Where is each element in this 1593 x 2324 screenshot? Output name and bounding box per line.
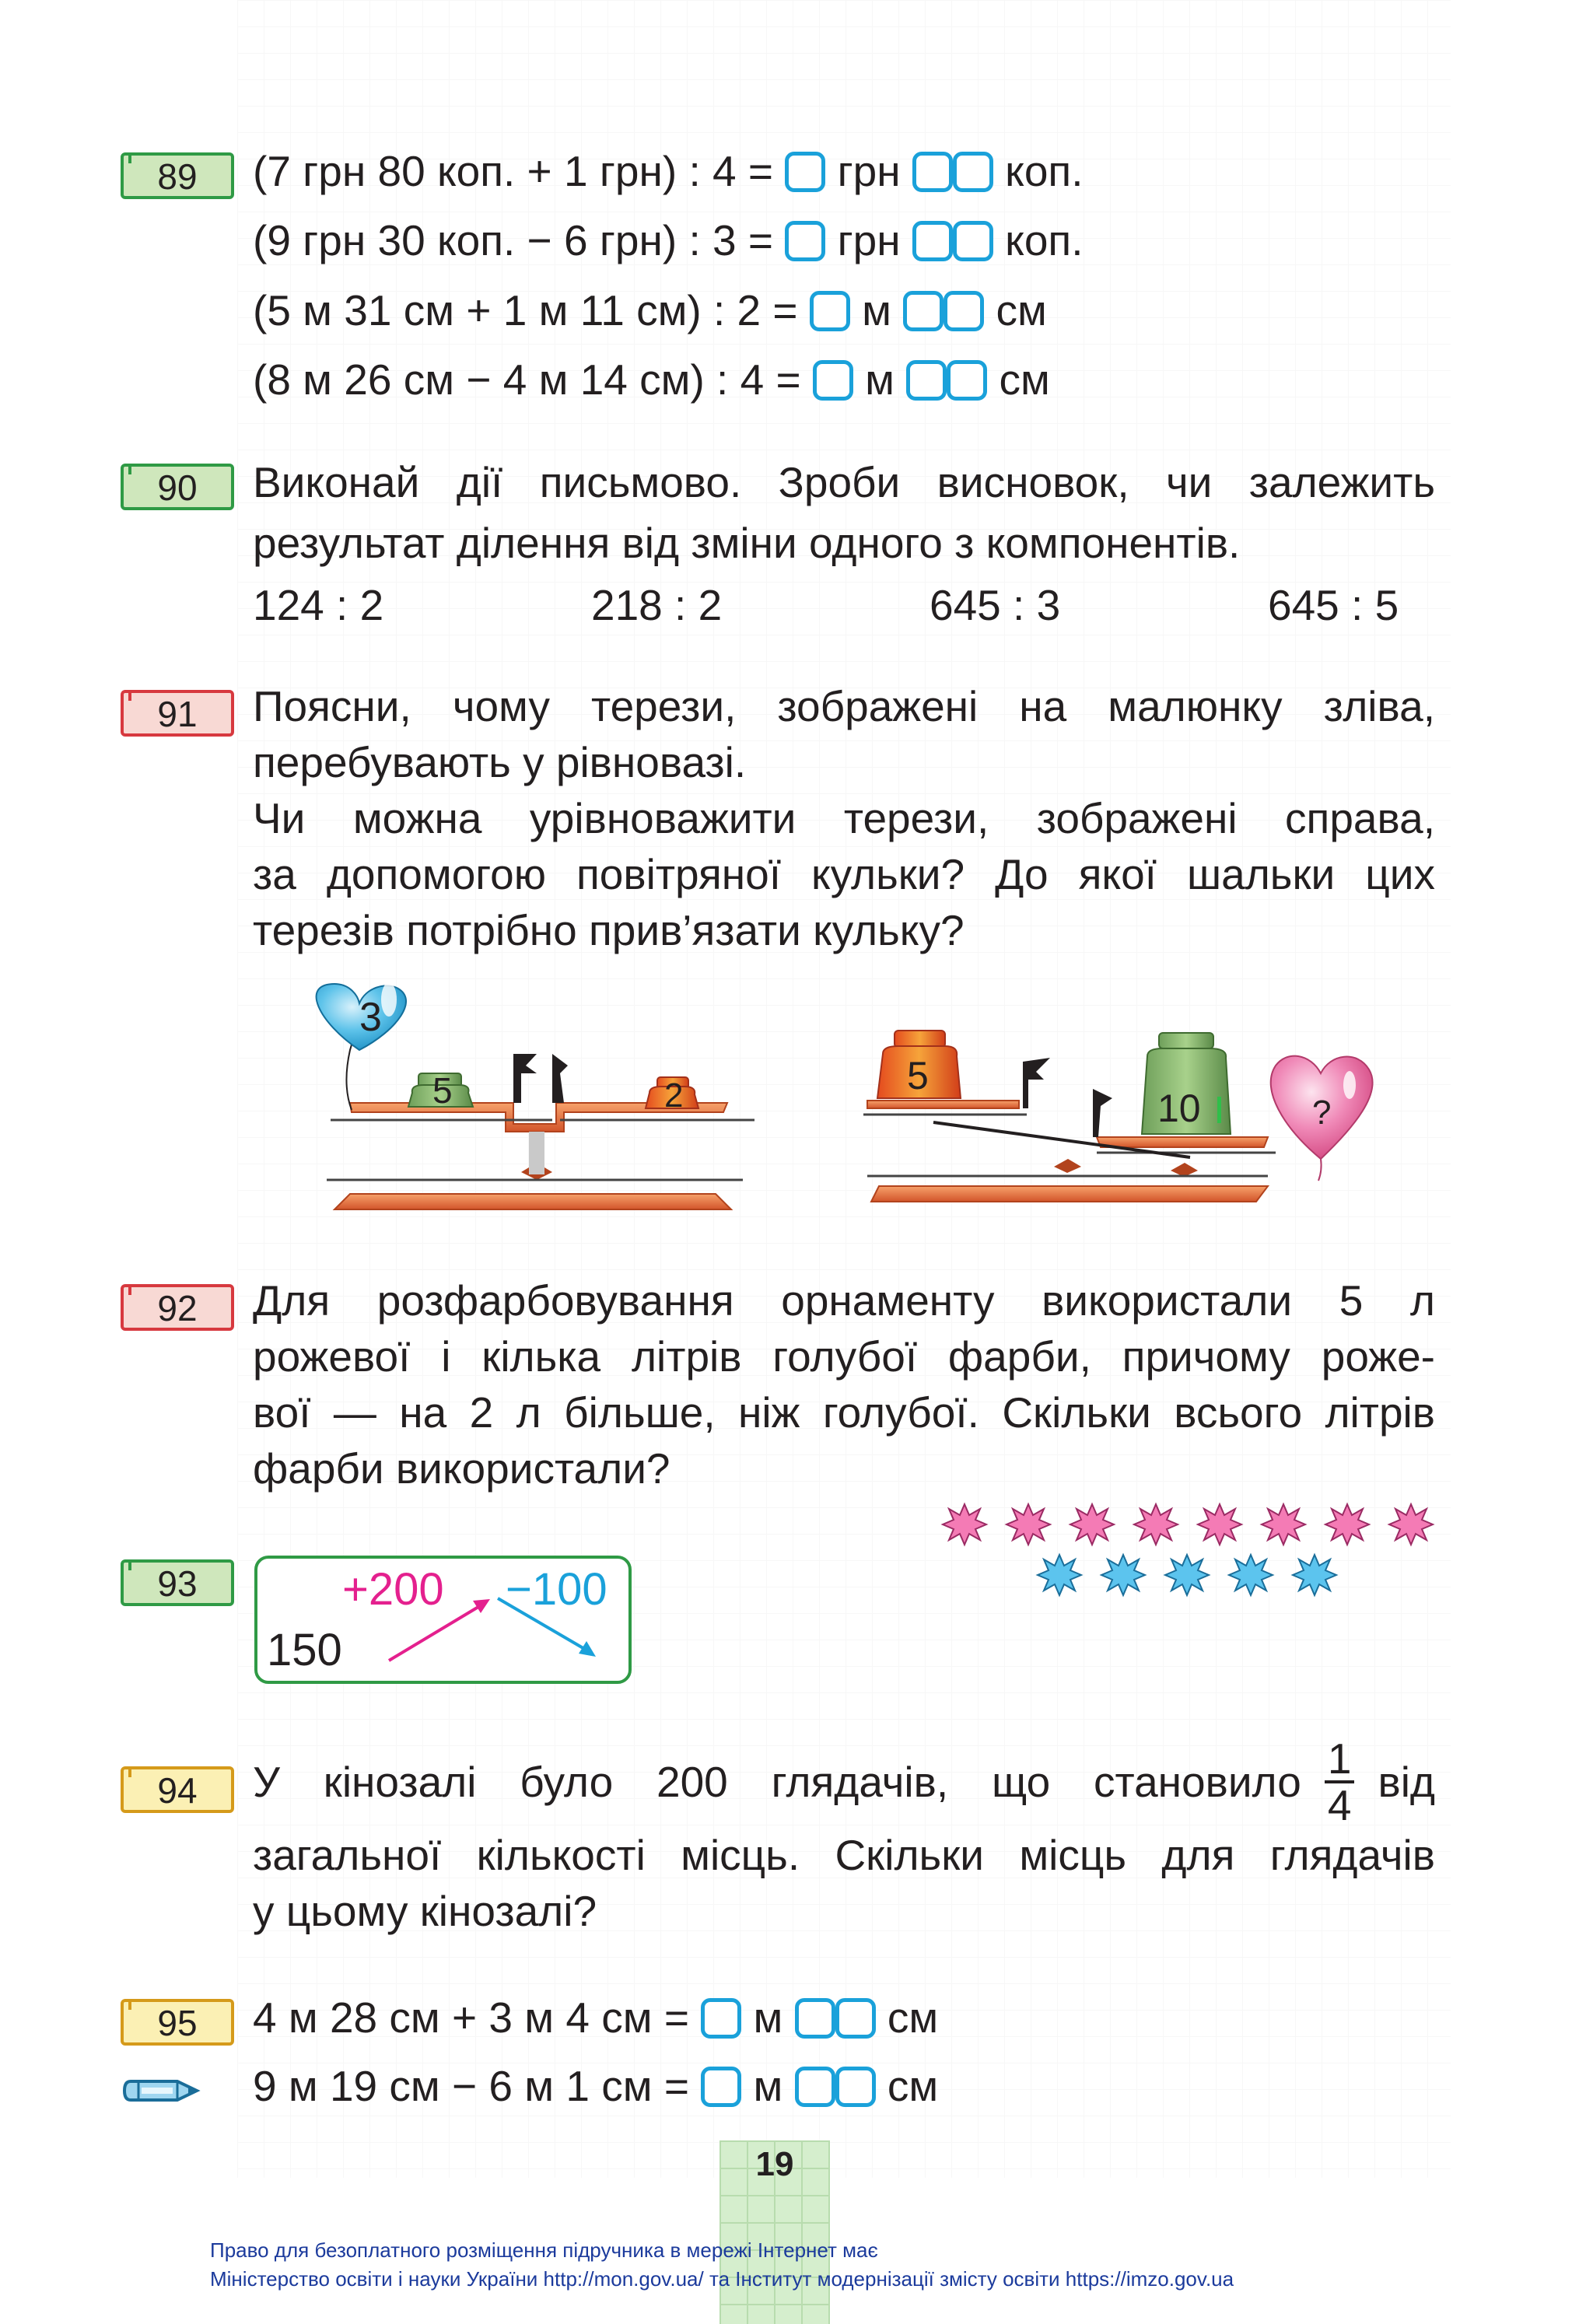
- unit-label: см: [887, 2062, 939, 2110]
- fraction-numerator: 1: [1325, 1737, 1355, 1783]
- answer-box[interactable]: [903, 291, 944, 331]
- task-94-text: [253, 1827, 1435, 1939]
- fraction: [1325, 1734, 1355, 1829]
- task-number-badge: [121, 152, 234, 199]
- answer-box[interactable]: [953, 221, 993, 261]
- unit-label: м: [753, 2062, 783, 2110]
- unit-label: м: [862, 286, 891, 334]
- unit-label: м: [753, 1993, 783, 2042]
- answer-box[interactable]: [912, 152, 953, 192]
- answer-box[interactable]: [953, 152, 993, 192]
- task-number-badge: [121, 1284, 234, 1331]
- expression: (7 грн 80 коп. + 1 грн) : 4 =: [253, 147, 773, 195]
- task-95-row: [253, 1987, 938, 2048]
- answer-box[interactable]: [944, 291, 984, 331]
- unit-label: коп.: [1005, 147, 1084, 195]
- task-number: 94: [157, 1770, 198, 1811]
- task-number: 92: [157, 1288, 198, 1328]
- balloon-label: ?: [1312, 1094, 1332, 1132]
- division-expression: 645 : 5: [1268, 581, 1399, 629]
- text-line: результат ділення від зміни одного з компонентів.: [253, 519, 1241, 567]
- page-number: 19: [755, 2145, 794, 2183]
- text-line: перебувають у рівновазі.: [253, 738, 747, 786]
- weight-label: 10: [1157, 1087, 1201, 1130]
- task-95-row: [253, 2056, 938, 2116]
- text-line: Поясни, чому терези, зображені на малюнку зліва,: [253, 682, 1435, 730]
- task-89-row: [253, 141, 1084, 201]
- fraction-denominator: 4: [1327, 1781, 1352, 1829]
- text-line: фарби використали?: [253, 1444, 670, 1493]
- expression: (9 грн 30 коп. − 6 грн) : 3 =: [253, 216, 773, 264]
- unit-label: см: [887, 1993, 939, 2042]
- unit-label: см: [996, 286, 1047, 334]
- answer-box[interactable]: [795, 2067, 835, 2107]
- pencil-icon: [123, 2070, 201, 2111]
- expression: (8 м 26 см − 4 м 14 см) : 4 =: [253, 355, 801, 404]
- text-line: Для розфарбовування орнаменту використали 5 л: [253, 1276, 1435, 1325]
- task-number-badge: [121, 690, 234, 737]
- division-expression: 124 : 2: [253, 581, 384, 629]
- task-91-text: [253, 678, 1435, 958]
- text-line: У кінозалі було 200 глядачів, що становило: [253, 1758, 1301, 1806]
- answer-box[interactable]: [947, 360, 987, 401]
- division-expression: 218 : 2: [591, 581, 723, 629]
- start-number: 150: [267, 1625, 342, 1675]
- text-line: рожевої і кілька літрів голубої фарби, причому роже-: [253, 1332, 1435, 1381]
- answer-box[interactable]: [701, 2067, 741, 2107]
- answer-box[interactable]: [785, 152, 825, 192]
- answer-box[interactable]: [810, 291, 850, 331]
- task-94-line-1: [253, 1734, 1435, 1829]
- star-ornament: [933, 1497, 1447, 1606]
- unit-label: см: [999, 355, 1050, 404]
- text-line: за допомогою повітряної кульки? До якої шальки цих: [253, 850, 1435, 898]
- expression: 4 м 28 см + 3 м 4 см =: [253, 1993, 689, 2042]
- task-number: 95: [157, 2003, 198, 2043]
- answer-box[interactable]: [835, 2067, 876, 2107]
- weight-label: 5: [432, 1070, 453, 1111]
- text-line: терезів потрібно прив’язати кульку?: [253, 906, 965, 954]
- text-line: вої — на 2 л більше, ніж голубої. Скільки всього літрів: [253, 1388, 1435, 1437]
- task-89-row: [253, 349, 1050, 410]
- division-expression: 645 : 3: [930, 581, 1061, 629]
- task-number-badge: [121, 464, 234, 510]
- answer-box[interactable]: [785, 221, 825, 261]
- expression: (5 м 31 см + 1 м 11 см) : 2 =: [253, 286, 798, 334]
- footer-copyright-line: Міністерство освіти і науки України http://mon.gov.ua/ та Інститут модернізації змісту освіти https://imzo.gov.ua: [210, 2267, 1234, 2291]
- footer-copyright-line: Право для безоплатного розміщення підручника в мережі Інтернет має: [210, 2238, 878, 2262]
- operation-plus: +200: [342, 1564, 444, 1615]
- unit-label: грн: [837, 216, 901, 264]
- balanced-scale-illustration: [296, 976, 778, 1217]
- unit-label: грн: [837, 147, 901, 195]
- text-line: Виконай дії письмово. Зроби висновок, чи залежить: [253, 458, 1435, 506]
- text-line: загальної кількості місць. Скільки місць для глядачів: [253, 1831, 1435, 1879]
- text-line: від: [1378, 1758, 1435, 1806]
- task-number: 89: [157, 156, 198, 197]
- task-number-badge: [121, 1559, 234, 1606]
- task-number-badge: [121, 1999, 234, 2046]
- operation-minus: −100: [506, 1564, 607, 1615]
- answer-box[interactable]: [813, 360, 853, 401]
- answer-box[interactable]: [912, 221, 953, 261]
- task-92-text: [253, 1272, 1435, 1496]
- expression: 9 м 19 см − 6 м 1 см =: [253, 2062, 689, 2110]
- balloon-label: 3: [359, 995, 382, 1040]
- answer-box[interactable]: [795, 1998, 835, 2039]
- task-number: 91: [157, 694, 198, 734]
- weight-label: 2: [664, 1076, 684, 1115]
- task-number: 93: [157, 1563, 198, 1604]
- answer-box[interactable]: [835, 1998, 876, 2039]
- task-90-text: [253, 452, 1435, 573]
- task-89-row: [253, 210, 1084, 271]
- unit-label: м: [865, 355, 895, 404]
- unbalanced-scale-illustration: [863, 1011, 1392, 1221]
- answer-box[interactable]: [906, 360, 947, 401]
- unit-label: коп.: [1005, 216, 1084, 264]
- answer-box[interactable]: [701, 1998, 741, 2039]
- weight-label: 5: [907, 1054, 929, 1097]
- text-line: у цьому кінозалі?: [253, 1887, 597, 1935]
- task-number-badge: [121, 1766, 234, 1813]
- task-number: 90: [157, 467, 198, 508]
- text-line: Чи можна урівноважити терези, зображені справа,: [253, 794, 1435, 842]
- chain-arrows: [381, 1587, 614, 1672]
- task-89-row: [253, 280, 1047, 341]
